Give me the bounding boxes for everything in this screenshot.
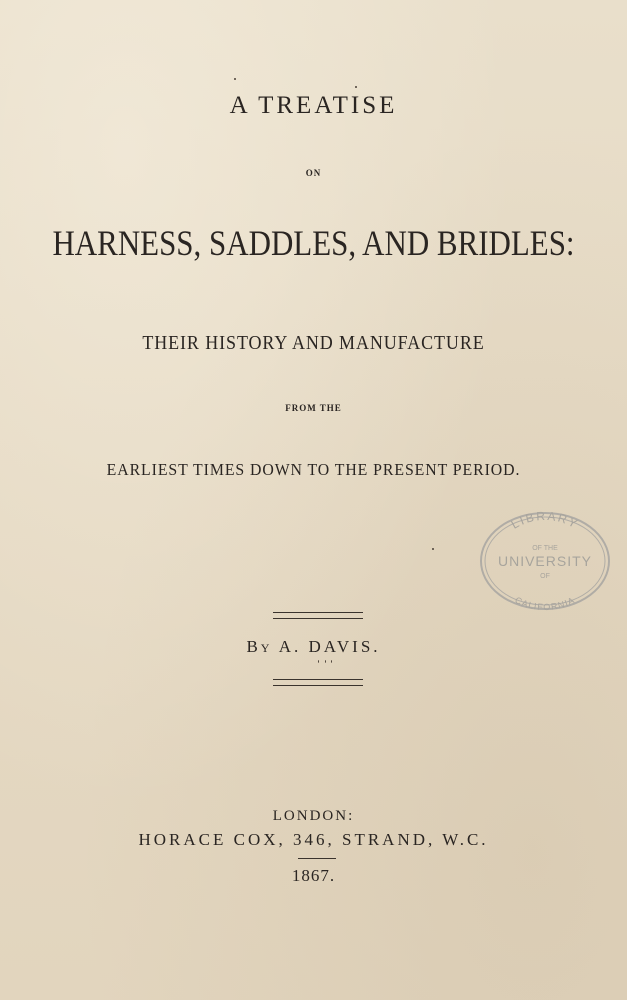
- stamp-text-bottom: CALIFORNIA: [513, 594, 577, 612]
- imprint-year: 1867.: [291, 866, 336, 885]
- stamp-text-top: LIBRARY: [508, 510, 582, 532]
- treatise-heading: A TREATISE: [229, 92, 398, 119]
- main-title: HARNESS, SADDLES, AND BRIDLES:: [52, 223, 575, 263]
- svg-text:CALIFORNIA: [513, 595, 576, 612]
- library-stamp: [478, 510, 612, 612]
- from-the-connector: FROM THE: [285, 403, 342, 413]
- paper-speck: [234, 78, 236, 80]
- imprint-publisher: HORACE COX, 346, STRAND, W.C.: [138, 830, 489, 849]
- paper-speck: [432, 548, 434, 550]
- author-line: By A. DAVIS.: [246, 637, 381, 656]
- imprint-rule: [298, 858, 336, 859]
- double-rule-bottom: [273, 679, 363, 686]
- paper-speck: [325, 660, 326, 663]
- double-rule-top: [273, 612, 363, 619]
- paper-speck: [318, 660, 319, 663]
- period-line: EARLIEST TIMES DOWN TO THE PRESENT PERIOD.: [106, 460, 521, 479]
- imprint-place: LONDON:: [272, 808, 355, 824]
- stamp-text-university: UNIVERSITY: [497, 553, 593, 569]
- stamp-text-of: OF: [540, 573, 550, 580]
- subtitle: THEIR HISTORY AND MANUFACTURE: [142, 332, 485, 354]
- on-connector: ON: [305, 168, 322, 178]
- paper-speck: [355, 86, 357, 88]
- paper-speck: [331, 660, 332, 663]
- stamp-text-of-the: OF THE: [532, 545, 558, 552]
